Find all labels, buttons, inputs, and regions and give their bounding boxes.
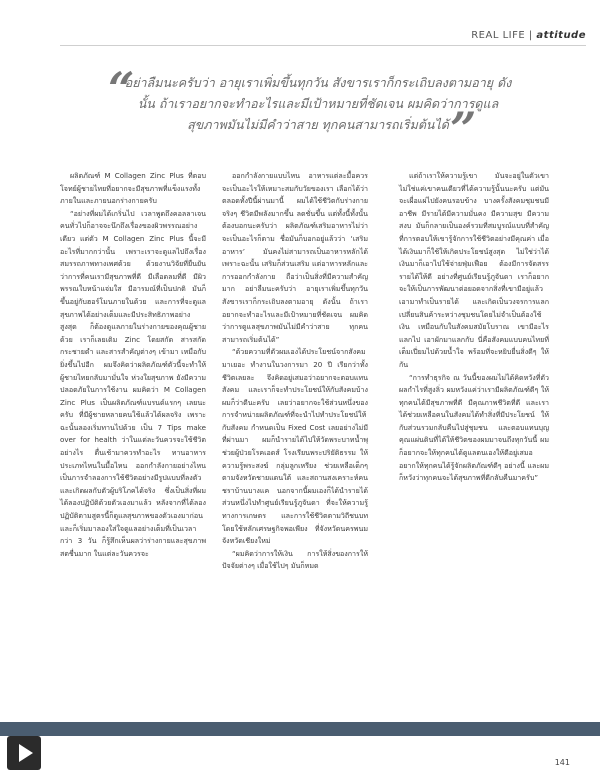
paragraph: ออกกำลังกายแบบไหน อาหารแต่ละมื้อควรจะเป็นอะไรให้เหมาะสมกับวัยของเรา เลือกได้ว่าตลอดทั้งปีนี้ผ่านมานี้ ผมได้ใช้ชีวิตกับร่างกายจริงๆ ชีวิตมีพลังมากขึ้น ลดชั่นขึ้น แต่ทั้งนี้ทั้งนั้น ต้องบอกนะครับว่า ผลิตภัณฑ์เสริมอาหารไม่ว่าจะเป็นอะไรก็ตาม ชื่อมันก็บอกอยู่แล้วว่า ‘เสริมอาหาร’ มันคงไม่สามารถเป็นอาหารหลักได้ เพราะฉะนั้น เสริมก็ส่วนเสริม แต่อาหารหลักและการออกกำลังกาย ถือว่าเป็นสิ่งที่มีความสำคัญมาก อย่าลืมนะครับว่า อายุเราเพิ่มขึ้นทุกวัน สังขารเราก็กระเถิบลงตามอายุ ดังนั้น ถ้าเราอยากจะทำอะไรและมีเป้าหมายที่ชัดเจน ผมคิดว่าการดูแลสุขภาพมันไม่มีคำว่าสาย ทุกคนสามารถเริ่มต้นได้” xyxy=(222,171,368,344)
footer-bar xyxy=(0,722,600,736)
quote-open-mark: “ xyxy=(108,62,135,116)
paragraph: “การทำธุรกิจ ณ วันนี้ของผมไม่ได้คิดหวังที่ตัวผลกำไรที่สูงลิ่ว ผมหวังแค่ว่าเรามีผลิตภัณฑ์ดีๆ ให้ทุกคนได้มีสุขภาพที่ดี มีคุณภาพชีวิตที่ดี และเราได้ช่วยเหลือคนในสังคมได้ทำสิ่งที่มีประโยชน์ ให้กับส่วนรวมกลับคืนไปสู่ชุมชน และตอบแทนบุญคุณแผ่นดินที่ได้ให้ชีวิตของผมมาจนถึงทุกวันนี้ ผมก็อยากจะให้ทุกคนได้ดูแลตนเองให้ดีอยู่เสมอ อยากให้ทุกคนได้รู้จักผลิตภัณฑ์ดีๆ อย่างนี้ และผมก็หวังว่าทุกคนจะได้สุขภาพที่ดีกลับคืนมาครับ” xyxy=(399,372,549,483)
section-subtitle: attitude xyxy=(536,30,586,41)
quote-close-mark: ” xyxy=(450,102,477,156)
paragraph: ผลิตภัณฑ์ M Collagen Zinc Plus ที่ตอบโจทย์ผู้ชายไทยที่อยากจะมีสุขภาพที่แข็งแรงทั้งภายในและภายนอกร่างกายครับ xyxy=(60,171,206,206)
play-button-icon[interactable] xyxy=(7,736,41,770)
section-name: REAL LIFE xyxy=(471,30,526,41)
paragraph: “ด้วยความที่ตัวผมเองได้ประโยชน์จากสังคมมาเยอะ ทำงานในวงการมา 20 ปี เรียกว่าทั้งชีวิตเลยละ จึงคิดอยู่เสมอว่าอยากจะตอบแทนสังคม และเราก็จะทำประโยชน์ให้กับสังคมบ้าง ผมก็ว่าดีนะครับ เลยว่าอยากจะใช้ส่วนหนึ่งของการจำหน่ายผลิตภัณฑ์ที่จะนำไปทำประโยชน์ให้กับสังคม กำหนดเป็น Fixed Cost เลยอย่างไม่มีที่ผ่านมา ผมก็นำรายได้ไปให้วัดพระบาทน้ำพุ ช่วยผู้ป่วยโรคเอดส์ โรงเรียนพระปริยัติธรรม ให้ความรู้พระสงฆ์ กลุ่มลูกเหรียง ช่วยเหลือเด็กๆ ตามจังหวัดชายแดนใต้ และสถานสงเคราะห์คนชราบ้านบางแค นอกจากนี้ผมเองก็ได้นำรายได้ส่วนหนึ่งไปทำศูนย์เรียนรู้ภูจันดา ที่จะให้ความรู้ทางการเกษตร และการใช้ชีวิตตามวิถีชนบท โดยใช้หลักเศรษฐกิจพอเพียง ที่จังหวัดนครพนม จังหวัดเชียงใหม่ xyxy=(222,347,368,546)
header-divider xyxy=(60,45,586,46)
paragraph: “ผมคิดว่าการให้เงิน การให้สิ่งของการให้ปัจจัยต่างๆ เมื่อใช้ไปๆ มันก็หมด xyxy=(222,548,368,571)
article-column-3 xyxy=(399,170,549,485)
page-number: 141 xyxy=(554,758,570,767)
article-column-1 xyxy=(60,170,206,560)
article-column-2 xyxy=(222,170,368,573)
section-header: REAL LIFE | attitude xyxy=(471,30,586,41)
pull-quote: อย่าลืมนะครับว่า อายุเราเพิ่มขึ้นทุกวัน สังขารเราก็กระเถิบลงตามอายุ ดังนั้น ถ้าเราอยากจะทำอะไรและมีเป้าหมายที่ชัดเจน ผมคิดว่าการดูแลสุขภาพมันไม่มีคำว่าสาย ทุกคนสามารถเริ่มต้นได้ xyxy=(124,75,512,132)
paragraph: “อย่างที่ผมได้เกริ่นไป เวลาพูดถึงคอลลาเจน คนทั่วไปก็อาจจะนึกถึงเรื่องของผิวพรรณอย่างเดียว แต่ตัว M Collagen Zinc Plus นี้จะมีอะไรที่มากกว่านั้น เพราะเราจะดูแลไปถึงเรื่องสมรรถภาพทางเพศด้วย ด้วยงานวิจัยที่ยืนยันว่าการที่คนเรามีสุขภาพที่ดี มีเลือดลมที่ดี มีผิวพรรณใบหน้าแจ่มใส มีอารมณ์ที่เป็นปกติ มันก็ขึ้นอยู่กับฮอร์โมนภายในด้วย และการที่จะดูแลสุขภาพได้อย่างเต็มและมีประสิทธิภาพอย่างสูงสุด ก็ต้องดูแลภายในร่างกายของคุณผู้ชายด้วย เราก็เลยเติม Zinc โดยสกัด สารสกัดกระชายดำ และสารสำคัญต่างๆ เข้ามา เหมือกับยิ่งขึ้นไปอีก ผมจึงคิดว่าผลิตภัณฑ์ตัวนี้จะทำให้ผู้ชายไทยกลับมามั่นใจ ห่วงใยสุขภาพ ยังมีความปลอดภัยในการใช้งาน ผมคิดว่า M Collagen Zinc Plus เป็นผลิตภัณฑ์แบรนด์แรกๆ เลยนะครับ ที่มีผู้ชายหลายคนใช้แล้วได้ผลจริง เพราะฉะนั้นลองเริ่มทานไปด้วย เป็น 7 Tips make over for health ว่าในแต่ละวันควรจะใช้ชีวิตอย่างไร ตื่นเช้ามาควรทำอะไร ทานอาหารประเภทไหนในมื้อไหน ออกกำลังกายอย่างไหน เป็นการจำลองการใช้ชีวิตอย่างมีรูปแบบที่ลงตัว และเกิดผลกับตัวผู้บริโภคได้จริง ซึ่งเป็นสิ่งที่ผมได้ลองปฏิบัติด้วยตัวเองมาแล้ว หลังจากที่ได้ลองปฏิบัติตามสูตรนี้ก็ดูแลสุขภาพของตัวเองมาก่อน และก็เริ่มมาลองใส่ใจดูแลอย่างเต็มที่เป็นเวลากว่า 3 วัน ก็รู้สึกเห็นผลว่าร่างกายและสุขภาพสดชื่นมาก ในแต่ละวันควรจะ xyxy=(60,208,206,558)
paragraph: แต่ถ้าเราให้ความรู้เขา มันจะอยู่ในตัวเขา ไม่ใช่แค่เขาคนเดียวที่ได้ความรู้นั้นนะครับ แต่มันจะเผื่อแผ่ไปยังคนรอบข้าง บางครั้งสังคมชุมชนมีอาชีพ มีรายได้มีความมั่นคง มีความสุข มีความสงบ มันก็กลายเป็นองค์รวมที่สมบูรณ์แบบที่สำคัญที่การตอบให้เขารู้จักการใช้ชีวิตอย่างมีคุณค่า เมื่อได้เงินมาก็ใช้ให้เกิดประโยชน์สูงสุด ไม่ใช่ว่าได้เงินมาก็เอาไปใช้จ่ายฟุ่มเฟือย ต้องมีการจัดสรรรายได้ให้ดี อย่างที่ศูนย์เรียนรู้ภูจันดา เราก็อยากจะให้เป็นการพัฒนาต่อยอดจากสิ่งที่เขามีอยู่แล้ว เอามาทำเป็นรายได้ และเกิดเป็นวงจรการแลกเปลี่ยนสินค้าระหว่างชุมชนโดยไม่จำเป็นต้องใช้เงิน เหมือนกับในสังคมสมัยโบราณ เขามีอะไรแลกไป เอาผักมาแลกกับ นี่คือสังคมแบบคนไทยที่เต็มเปี่ยมไปด้วยน้ำใจ พร้อมที่จะหยิบยื่นสิ่งดีๆ ให้กัน xyxy=(399,171,549,369)
